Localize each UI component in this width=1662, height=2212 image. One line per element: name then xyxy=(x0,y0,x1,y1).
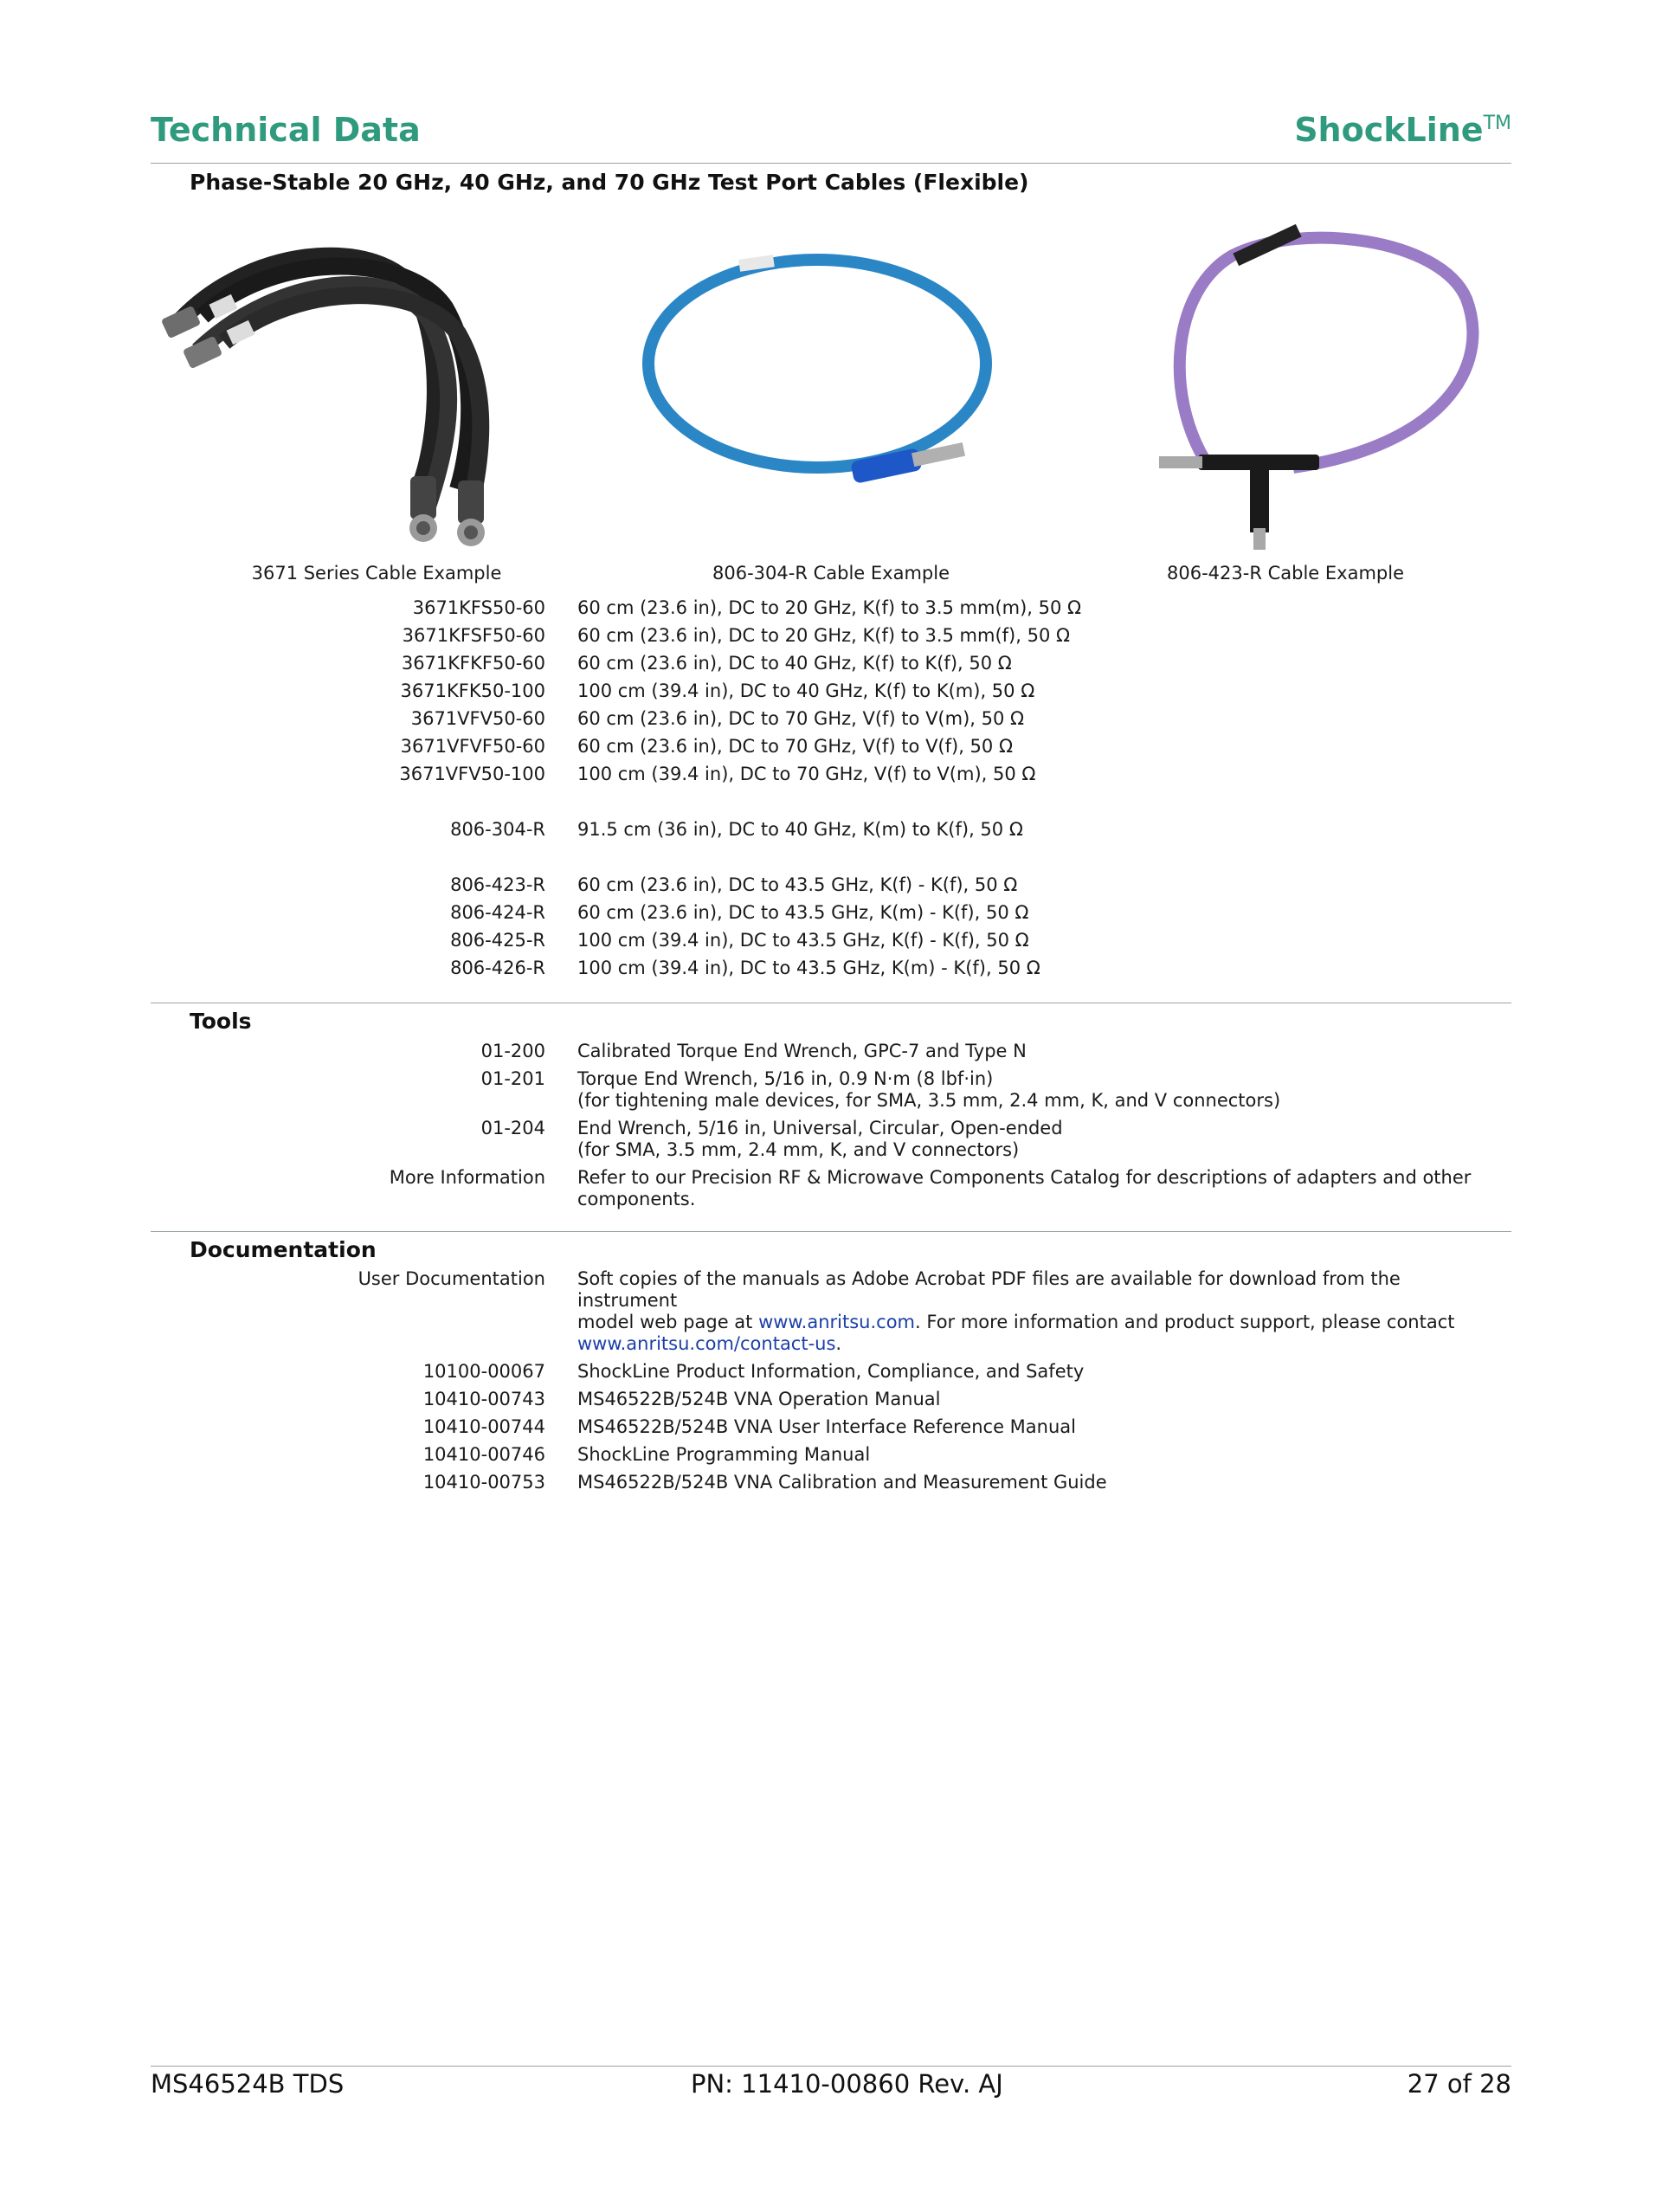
divider xyxy=(151,1231,1511,1232)
part-description: 60 cm (23.6 in), DC to 43.5 GHz, K(f) - K(f), 50 Ω xyxy=(577,874,1018,895)
part-number: 806-425-R xyxy=(450,930,545,951)
documentation-list xyxy=(0,1268,1662,1493)
document-name: MS46524B TDS xyxy=(151,2069,345,2099)
anritsu-link[interactable]: www.anritsu.com xyxy=(758,1312,916,1332)
description-text: . xyxy=(835,1333,842,1354)
cable-806-304-r-image xyxy=(618,221,1034,550)
spec-row xyxy=(0,874,1662,896)
doc-title: ShockLine Programming Manual xyxy=(577,1444,871,1465)
cable-images xyxy=(151,221,1511,550)
part-number: 01-204 xyxy=(480,1118,545,1138)
spec-row xyxy=(0,597,1662,619)
spec-row xyxy=(0,819,1662,841)
part-description: Calibrated Torque End Wrench, GPC-7 and Type N xyxy=(577,1041,1027,1061)
spec-row xyxy=(0,708,1662,730)
part-number: 806-426-R xyxy=(450,958,545,978)
part-description xyxy=(577,1118,1486,1161)
page-footer xyxy=(151,2069,1511,2104)
doc-row xyxy=(0,1389,1662,1410)
description-line: Refer to our Precision RF & Microwave Components Catalog for descriptions of adapters and other xyxy=(577,1167,1472,1188)
tool-row xyxy=(0,1167,1662,1210)
doc-label: User Documentation xyxy=(358,1268,545,1289)
spec-row xyxy=(0,958,1662,979)
cable-806-423-r-image xyxy=(1077,221,1510,550)
tool-row xyxy=(0,1041,1662,1062)
trademark-mark: TM xyxy=(1483,113,1511,134)
part-number: 10100-00067 xyxy=(422,1361,545,1382)
doc-title: MS46522B/524B VNA Operation Manual xyxy=(577,1389,941,1409)
part-description: 100 cm (39.4 in), DC to 43.5 GHz, K(m) - K(f), 50 Ω xyxy=(577,958,1040,978)
part-number: 10410-00746 xyxy=(422,1444,545,1465)
doc-row xyxy=(0,1416,1662,1438)
part-description: 100 cm (39.4 in), DC to 40 GHz, K(f) to K(m), 50 Ω xyxy=(577,680,1035,701)
footer-divider xyxy=(151,2066,1511,2067)
part-number: 10410-00743 xyxy=(422,1389,545,1409)
tools-section-title: Tools xyxy=(190,1009,252,1034)
part-number: 806-423-R xyxy=(450,874,545,895)
part-number: More Information xyxy=(389,1167,545,1188)
part-description xyxy=(577,1068,1486,1112)
spec-row xyxy=(0,653,1662,674)
doc-title: MS46522B/524B VNA Calibration and Measurement Guide xyxy=(577,1472,1107,1493)
part-description: 100 cm (39.4 in), DC to 43.5 GHz, K(f) - K(f), 50 Ω xyxy=(577,930,1029,951)
brand-name xyxy=(1294,111,1511,149)
part-number: 10410-00744 xyxy=(422,1416,545,1437)
part-number: 3671KFK50-100 xyxy=(400,680,545,701)
doc-description xyxy=(577,1268,1486,1355)
part-number: 3671KFSF50-60 xyxy=(402,625,545,646)
caption-806-304-r: 806-304-R Cable Example xyxy=(712,563,950,584)
doc-row xyxy=(0,1472,1662,1493)
part-description: 60 cm (23.6 in), DC to 43.5 GHz, K(m) - K(f), 50 Ω xyxy=(577,902,1029,923)
part-number-revision: PN: 11410-00860 Rev. AJ xyxy=(691,2069,1003,2099)
description-line: Torque End Wrench, 5/16 in, 0.9 N·m (8 lbf·in) xyxy=(577,1068,994,1089)
doc-row xyxy=(0,1361,1662,1383)
tool-row xyxy=(0,1068,1662,1112)
cable-3671-image xyxy=(151,221,601,550)
part-description: 100 cm (39.4 in), DC to 70 GHz, V(f) to V(m), 50 Ω xyxy=(577,764,1036,784)
part-number: 3671KFS50-60 xyxy=(412,597,545,618)
tools-list xyxy=(0,1041,1662,1210)
spec-row xyxy=(0,736,1662,758)
part-number: 806-304-R xyxy=(450,819,545,840)
page-title: Technical Data xyxy=(151,111,421,149)
cable-captions xyxy=(151,563,1511,589)
cables-section-title: Phase-Stable 20 GHz, 40 GHz, and 70 GHz Test Port Cables (Flexible) xyxy=(190,170,1029,195)
doc-title: MS46522B/524B VNA User Interface Reference Manual xyxy=(577,1416,1076,1437)
description-text: . For more information and product support, please contact xyxy=(915,1312,1455,1332)
part-description: 60 cm (23.6 in), DC to 70 GHz, V(f) to V(f), 50 Ω xyxy=(577,736,1014,757)
part-description: 60 cm (23.6 in), DC to 20 GHz, K(f) to 3.5 mm(m), 50 Ω xyxy=(577,597,1082,618)
brand-text: ShockLine xyxy=(1294,111,1484,149)
spec-row xyxy=(0,930,1662,951)
spec-row xyxy=(0,902,1662,924)
description-line: (for SMA, 3.5 mm, 2.4 mm, K, and V connectors) xyxy=(577,1139,1020,1160)
description-text: model web page at xyxy=(577,1312,759,1332)
part-description: 60 cm (23.6 in), DC to 40 GHz, K(f) to K(f), 50 Ω xyxy=(577,653,1012,674)
page-header xyxy=(151,102,1511,164)
part-description xyxy=(577,1167,1486,1210)
doc-row xyxy=(0,1268,1662,1355)
caption-806-423-r: 806-423-R Cable Example xyxy=(1167,563,1404,584)
part-number: 01-200 xyxy=(480,1041,545,1061)
page-number: 27 of 28 xyxy=(1407,2069,1511,2099)
documentation-section-title: Documentation xyxy=(190,1237,377,1262)
description-line: (for tightening male devices, for SMA, 3.5 mm, 2.4 mm, K, and V connectors) xyxy=(577,1090,1281,1111)
description-line: Soft copies of the manuals as Adobe Acrobat PDF files are available for download from the instrument xyxy=(577,1268,1401,1311)
part-number: 3671VFV50-100 xyxy=(399,764,545,784)
part-number: 3671VFVF50-60 xyxy=(400,736,545,757)
part-number: 3671VFV50-60 xyxy=(410,708,545,729)
tool-row xyxy=(0,1118,1662,1161)
description-line: components. xyxy=(577,1189,696,1209)
spec-row xyxy=(0,625,1662,647)
spec-row xyxy=(0,764,1662,785)
part-description: 91.5 cm (36 in), DC to 40 GHz, K(m) to K(f), 50 Ω xyxy=(577,819,1023,840)
cable-spec-list xyxy=(0,597,1662,979)
part-description: 60 cm (23.6 in), DC to 20 GHz, K(f) to 3.5 mm(f), 50 Ω xyxy=(577,625,1071,646)
doc-row xyxy=(0,1444,1662,1466)
doc-title: ShockLine Product Information, Compliance, and Safety xyxy=(577,1361,1085,1382)
part-number: 10410-00753 xyxy=(422,1472,545,1493)
part-description: 60 cm (23.6 in), DC to 70 GHz, V(f) to V(m), 50 Ω xyxy=(577,708,1025,729)
caption-3671: 3671 Series Cable Example xyxy=(251,563,502,584)
description-line: End Wrench, 5/16 in, Universal, Circular, Open-ended xyxy=(577,1118,1063,1138)
part-number: 3671KFKF50-60 xyxy=(401,653,545,674)
part-number: 01-201 xyxy=(480,1068,545,1089)
contact-us-link[interactable]: www.anritsu.com/contact-us xyxy=(577,1333,836,1354)
spec-row xyxy=(0,680,1662,702)
part-number: 806-424-R xyxy=(450,902,545,923)
